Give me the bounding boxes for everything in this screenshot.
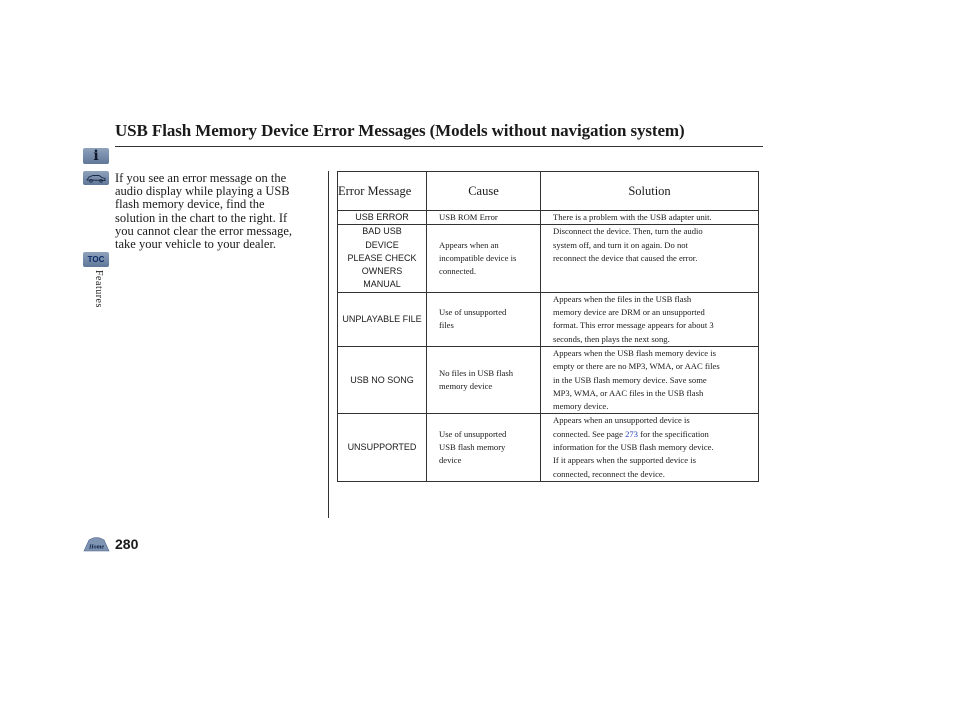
solution-cell bbox=[541, 414, 759, 481]
table-row bbox=[338, 346, 759, 413]
cause-cell bbox=[427, 346, 541, 413]
cell-line: There is a problem with the USB adapter unit. bbox=[553, 212, 712, 222]
table-row bbox=[338, 292, 759, 346]
cell-line: connected. bbox=[439, 266, 476, 277]
cell-line: Appears when the USB flash memory device is bbox=[553, 347, 717, 358]
solution-cell bbox=[541, 225, 759, 292]
cell-line: reconnect the device that caused the error. bbox=[553, 252, 698, 263]
home-button[interactable] bbox=[83, 537, 110, 552]
cell-line: system off, and turn it on again. Do not bbox=[553, 239, 688, 250]
section-label: Features bbox=[93, 270, 104, 308]
cause-cell bbox=[427, 211, 541, 225]
cell-line: Appears when an bbox=[439, 239, 499, 250]
table-row bbox=[338, 225, 759, 292]
cell-line: DEVICE bbox=[365, 239, 399, 250]
page-title: USB Flash Memory Device Error Messages (Models without navigation system) bbox=[115, 121, 685, 140]
cell-line: memory device are DRM or an unsupported bbox=[553, 307, 705, 318]
home-label: Home bbox=[89, 544, 104, 551]
header-cause: Cause bbox=[427, 172, 541, 211]
cell-line: Appears when the files in the USB flash bbox=[553, 293, 692, 304]
cell-line: USB ROM Error bbox=[439, 212, 498, 222]
error-table bbox=[337, 171, 759, 482]
error-message-cell bbox=[338, 414, 427, 481]
page-number: 280 bbox=[115, 536, 139, 552]
cell-line: incompatible device is bbox=[439, 252, 517, 263]
cell-line: device bbox=[439, 455, 462, 466]
car-icon[interactable] bbox=[83, 171, 109, 185]
cell-line: UNPLAYABLE FILE bbox=[342, 313, 422, 324]
toc-label: TOC bbox=[87, 255, 105, 264]
title-divider bbox=[115, 146, 763, 147]
cause-cell bbox=[427, 225, 541, 292]
solution-cell bbox=[541, 292, 759, 346]
cell-line: information for the USB flash memory device. bbox=[553, 442, 714, 453]
table-header-row bbox=[338, 172, 759, 211]
table-row bbox=[338, 414, 759, 481]
cell-line: seconds, then plays the next song. bbox=[553, 333, 670, 344]
error-message-cell bbox=[338, 292, 427, 346]
toc-button[interactable] bbox=[83, 252, 109, 267]
error-message-cell bbox=[338, 346, 427, 413]
cause-cell bbox=[427, 414, 541, 481]
page-reference-link[interactable]: 273 bbox=[625, 428, 638, 439]
error-message-cell bbox=[338, 225, 427, 292]
column-divider bbox=[328, 171, 329, 518]
cell-line: files bbox=[439, 320, 454, 331]
cell-line bbox=[553, 428, 758, 441]
intro-line: solution in the chart to the right. If bbox=[115, 210, 288, 225]
cell-line: format. This error message appears for about 3 bbox=[553, 320, 714, 331]
cell-line: No files in USB flash bbox=[439, 367, 513, 378]
info-icon[interactable]: i bbox=[83, 148, 109, 164]
cell-line: BAD USB bbox=[362, 226, 402, 237]
cell-text: for the specification bbox=[637, 428, 709, 439]
intro-line: take your vehicle to your dealer. bbox=[115, 237, 277, 252]
error-message-cell bbox=[338, 211, 427, 225]
cell-line: Disconnect the device. Then, turn the audio bbox=[553, 226, 703, 237]
cell-line: memory device. bbox=[553, 401, 609, 412]
intro-line: flash memory device, find the bbox=[115, 197, 265, 212]
cell-line: MANUAL bbox=[363, 279, 401, 290]
intro-line: If you see an error message on the bbox=[115, 171, 287, 185]
cell-line: Use of unsupported bbox=[439, 428, 507, 439]
intro-line: you cannot clear the error message, bbox=[115, 223, 293, 238]
cell-text: connected. See page bbox=[553, 428, 626, 439]
intro-paragraph bbox=[115, 172, 325, 251]
cell-line: UNSUPPORTED bbox=[347, 442, 417, 453]
solution-cell bbox=[541, 346, 759, 413]
cell-line: USB flash memory bbox=[439, 442, 506, 453]
cell-line: If it appears when the supported device is bbox=[553, 455, 696, 466]
cell-line: USB NO SONG bbox=[350, 374, 414, 385]
cell-line: MP3, WMA, or AAC files in the USB flash bbox=[553, 387, 704, 398]
solution-cell bbox=[541, 211, 759, 225]
table-row bbox=[338, 211, 759, 225]
cell-line: PLEASE CHECK bbox=[347, 252, 417, 263]
cell-line: USB ERROR bbox=[355, 212, 409, 222]
cell-line: memory device bbox=[439, 381, 493, 392]
cell-line: Appears when an unsupported device is bbox=[553, 415, 690, 426]
cell-line: OWNERS bbox=[361, 266, 403, 277]
intro-line: audio display while playing a USB bbox=[115, 184, 290, 199]
cell-line: Use of unsupported bbox=[439, 307, 507, 318]
cause-cell bbox=[427, 292, 541, 346]
cell-line: empty or there are no MP3, WMA, or AAC files bbox=[553, 361, 720, 372]
header-error-message: Error Message bbox=[338, 172, 427, 211]
header-solution: Solution bbox=[541, 172, 759, 211]
cell-line: connected, reconnect the device. bbox=[553, 468, 665, 479]
cell-line: in the USB flash memory device. Save some bbox=[553, 374, 707, 385]
